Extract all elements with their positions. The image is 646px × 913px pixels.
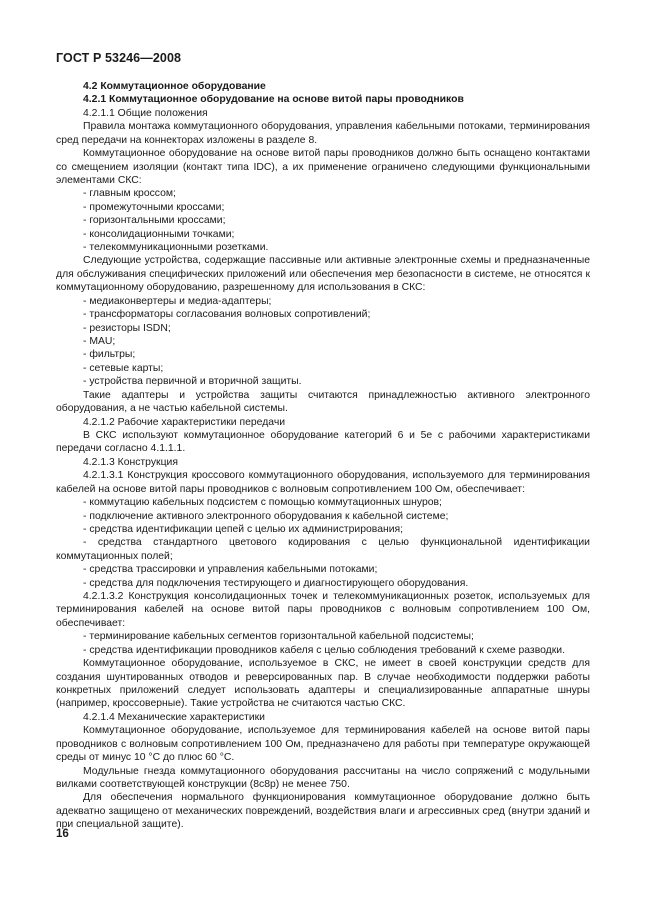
list-item: - коммутацию кабельных подсистем с помощью коммутационных шнуров; bbox=[83, 497, 442, 509]
paragraph: Такие адаптеры и устройства защиты считаются принадлежностью активного электронного оборудования, а не частью кабельной системы. bbox=[56, 389, 590, 415]
clause-heading: 4.2.1.1 Общие положения bbox=[83, 107, 208, 119]
clause-heading: 4.2.1.2 Рабочие характеристики передачи bbox=[83, 416, 286, 428]
paragraph: Для обеспечения нормального функционирования коммутационное оборудование должно быть адекватно защищено от механических повреждений, воздействия влаги и агрессивных сред (внутри зданий и при специальной защите). bbox=[56, 792, 590, 831]
paragraph: Коммутационное оборудование, используемое для терминирования кабелей на основе витой пары проводников с волновым сопротивлением 100 Ом, предназначено для работы при температуре окружающей среды от минус 10 °С до плюс 60 °С. bbox=[56, 725, 590, 764]
list-item: - подключение активного электронного оборудования к кабельной системе; bbox=[83, 510, 449, 522]
list-item: - терминирование кабельных сегментов горизонтальной кабельной подсистемы; bbox=[83, 631, 474, 643]
list-item: - устройства первичной и вторичной защиты. bbox=[83, 376, 302, 388]
paragraph: Коммутационное оборудование на основе витой пары проводников должно быть оснащено контактами со смещением изоляции (контакт типа IDC), а их применение ограничено следующими функциональными элементами СКС: bbox=[56, 148, 590, 186]
list-item: - медиаконвертеры и медиа-адаптеры; bbox=[83, 295, 272, 307]
paragraph: 4.2.1.3.1 Конструкция кроссового коммутационного оборудования, используемого для терминирования кабелей на основе витой пары проводников с волновым сопротивлением 100 Ом, обеспечивает: bbox=[56, 470, 590, 495]
list-item: - сетевые карты; bbox=[83, 362, 164, 374]
clause-heading: 4.2.1.3 Конструкция bbox=[83, 456, 178, 468]
list-item: - средства идентификации проводников кабеля с целью соблюдения требований к схеме разводки. bbox=[83, 644, 565, 656]
list-item: - консолидационными точками; bbox=[83, 228, 235, 240]
paragraph: Следующие устройства, содержащие пассивные или активные электронные схемы и предназначенные для обслуживания специфических приложений или обеспечения мер безопасности в системе, не относятся к коммутационному оборудованию, разрешенному для использования в СКС: bbox=[56, 255, 590, 294]
list-item: - телекоммуникационными розетками. bbox=[83, 242, 269, 254]
paragraph: В СКС используют коммутационное оборудование категорий 6 и 5е с рабочими характеристиками передачи согласно 4.1.1.1. bbox=[56, 429, 590, 455]
list-item: - промежуточными кроссами; bbox=[83, 201, 225, 213]
list-item: - главным кроссом; bbox=[83, 188, 176, 200]
list-item: - фильтры; bbox=[83, 349, 136, 361]
paragraph: Правила монтажа коммутационного оборудования, управления кабельными потоками, терминирования сред передачи на коннекторах изложены в разделе 8. bbox=[56, 121, 590, 146]
document-body bbox=[56, 80, 590, 832]
list-item: - трансформаторы согласования волновых сопротивлений; bbox=[83, 309, 371, 321]
list-item: - средства стандартного цветового кодирования с целью функциональной идентификации коммутационных полей; bbox=[56, 537, 590, 562]
list-item: - горизонтальными кроссами; bbox=[83, 215, 226, 227]
list-item: - средства идентификации цепей с целью их администрирования; bbox=[83, 523, 404, 535]
list-item: - резисторы ISDN; bbox=[83, 322, 171, 334]
subsection-heading: 4.2.1 Коммутационное оборудование на основе витой пары проводников bbox=[83, 94, 464, 106]
paragraph: 4.2.1.3.2 Конструкция консолидационных точек и телекоммуникационных розеток, используемых для терминирования кабелей на основе витой пары проводников с волновым сопротивлением 100 Ом, обеспечивает: bbox=[56, 591, 590, 629]
page-number: 16 bbox=[56, 828, 69, 840]
clause-heading: 4.2.1.4 Механические характеристики bbox=[83, 711, 265, 723]
document-header: ГОСТ Р 53246—2008 bbox=[56, 51, 182, 65]
list-item: - средства для подключения тестирующего и диагностирующего оборудования. bbox=[83, 577, 469, 589]
paragraph: Модульные гнезда коммутационного оборудования рассчитаны на число сопряжений с модульными вилками соответствующей конструкции (8с8р) не менее 750. bbox=[56, 765, 590, 790]
section-heading: 4.2 Коммутационное оборудование bbox=[83, 81, 266, 92]
list-item: - MAU; bbox=[83, 336, 116, 348]
paragraph: Коммутационное оборудование, используемое в СКС, не имеет в своей конструкции средств для создания шунтированных отводов и реверсированных пар. В случае необходимости поддержки работы конкретных приложений следует использовать адаптеры и специализированные аппаратные шнуры (например, кроссоверные). Такие устройства не считаются частью СКС. bbox=[56, 658, 590, 710]
list-item: - средства трассировки и управления кабельными потоками; bbox=[83, 564, 378, 576]
